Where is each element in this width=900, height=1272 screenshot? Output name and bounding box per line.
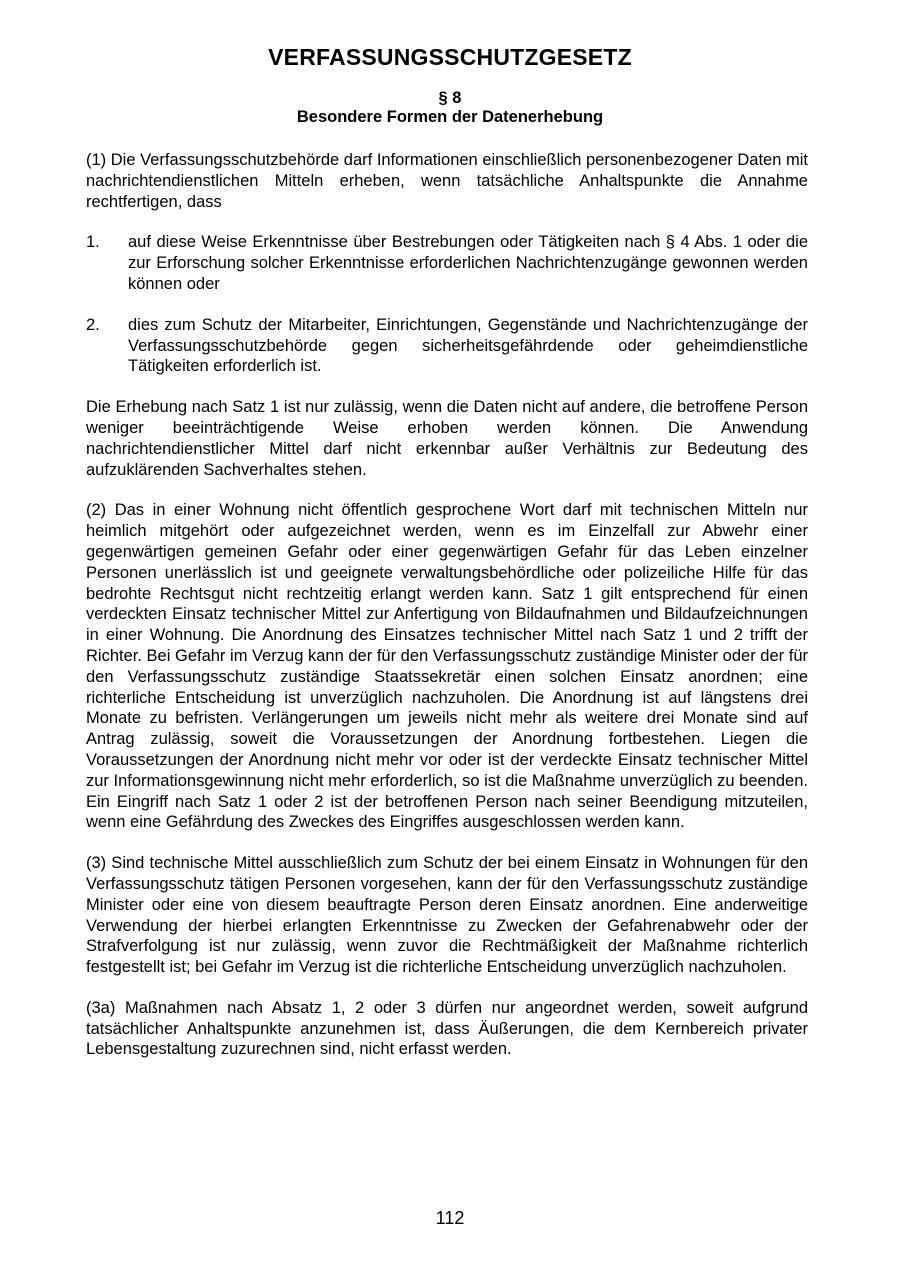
- paragraph-3: (3) Sind technische Mittel ausschließlich zum Schutz der bei einem Einsatz in Wohnungen für den Verfassungsschutz tätigen Personen vorgesehen, kann der für den Verfassungsschutz zuständige Minister oder eine von diesem beauftragte Person deren Einsatz anordnen. Eine anderweitige Verwendung der hierbei erlangten Erkenntnisse zu Zwecken der Gefahrenabwehr oder der Strafverfolgung ist nur zulässig, wenn zuvor die Rechtmäßigkeit der Maßnahme richterlich festgestellt ist; bei Gefahr im Verzug ist die richterliche Entscheidung unverzüglich nachzuholen.: [86, 854, 808, 977]
- page-number: 112: [435, 1208, 465, 1228]
- section-heading: Besondere Formen der Datenerhebung: [296, 108, 604, 126]
- list-item-2: [86, 315, 808, 377]
- section-number: § 8: [438, 89, 462, 107]
- list-item-text: dies zum Schutz der Mitarbeiter, Einrichtungen, Gegenstände und Nachrichtenzugänge der Verfassungsschutzbehörde gegen sicherheitsgefährdende oder geheimdienstliche Tätigkeiten erforderlich ist.: [128, 315, 808, 376]
- spacer: [86, 978, 808, 998]
- paragraph-1-intro: (1) Die Verfassungsschutzbehörde darf Informationen einschließlich personenbezogener Daten mit nachrichtendienstlichen Mitteln erheben, wenn tatsächliche Anhaltspunkte die Annahme rechtfertigen, dass: [86, 151, 808, 211]
- spacer: [86, 295, 808, 315]
- list-item-number: 1.: [86, 233, 100, 252]
- document-body: [86, 150, 808, 1060]
- spacer: [86, 377, 808, 397]
- spacer: [86, 833, 808, 853]
- spacer: [86, 212, 808, 232]
- paragraph-1-closing: Die Erhebung nach Satz 1 ist nur zulässig, wenn die Daten nicht auf andere, die betroffene Person weniger beeinträchtigende Weise erhoben werden können. Die Anwendung nachrichtendienstlicher Mittel darf nicht erkennbar außer Verhältnis zur Bedeutung des aufzuklärenden Sachverhaltes stehen.: [86, 398, 808, 479]
- spacer: [86, 480, 808, 500]
- list-item-text: auf diese Weise Erkenntnisse über Bestrebungen oder Tätigkeiten nach § 4 Abs. 1 oder die zur Erforschung solcher Erkenntnisse erforderlichen Nachrichtenzugänge gewonnen werden können oder: [128, 233, 808, 293]
- list-item-number: 2.: [86, 315, 100, 334]
- document-title: VERFASSUNGSSCHUTZGESETZ: [268, 44, 632, 70]
- paragraph-3a: (3a) Maßnahmen nach Absatz 1, 2 oder 3 dürfen nur angeordnet werden, soweit aufgrund tatsächlicher Anhaltspunkte anzunehmen ist, dass Äußerungen, die dem Kernbereich privater Lebensgestaltung zuzurechnen sind, nicht erfasst werden.: [86, 998, 808, 1059]
- paragraph-2: (2) Das in einer Wohnung nicht öffentlich gesprochene Wort darf mit technischen Mitteln nur heimlich mitgehört oder aufgezeichnet werden, wenn es im Einzelfall zur Abwehr einer gegenwärtigen gemeinen Gefahr oder einer gegenwärtigen Gefahr für das Leben einzelner Personen unerlässlich ist und geeignete verwaltungsbehördliche oder polizeiliche Hilfe für das bedrohte Rechtsgut nicht rechtzeitig erlangt werden kann. Satz 1 gilt entsprechend für einen verdeckten Einsatz technischer Mittel zur Anfertigung von Bildaufnahmen und Bildaufzeichnungen in einer Wohnung. Die Anordnung des Einsatzes technischer Mittel nach Satz 1 und 2 trifft der Richter. Bei Gefahr im Verzug kann der für den Verfassungsschutz zuständige Minister oder der für den Verfassungsschutz zuständige Staatssekretär einen solchen Einsatz anordnen; eine richterliche Entscheidung ist unverzüglich nachzuholen. Die Anordnung ist auf längstens drei Monate zu befristen. Verlängerungen um jeweils nicht mehr als weitere drei Monate sind auf Antrag zulässig, soweit die Voraussetzungen der Anordnung fortbestehen. Liegen die Voraussetzungen der Anordnung nicht mehr vor oder ist der verdeckte Einsatz technischer Mittel zur Informationsgewinnung nicht mehr erforderlich, so ist die Maßnahme unverzüglich zu beenden. Ein Eingriff nach Satz 1 oder 2 ist der betroffenen Person nach seiner Beendigung mitzuteilen, wenn eine Gefährdung des Zweckes des Eingriffes ausgeschlossen werden kann.: [86, 501, 808, 832]
- list-item-1: [86, 232, 808, 294]
